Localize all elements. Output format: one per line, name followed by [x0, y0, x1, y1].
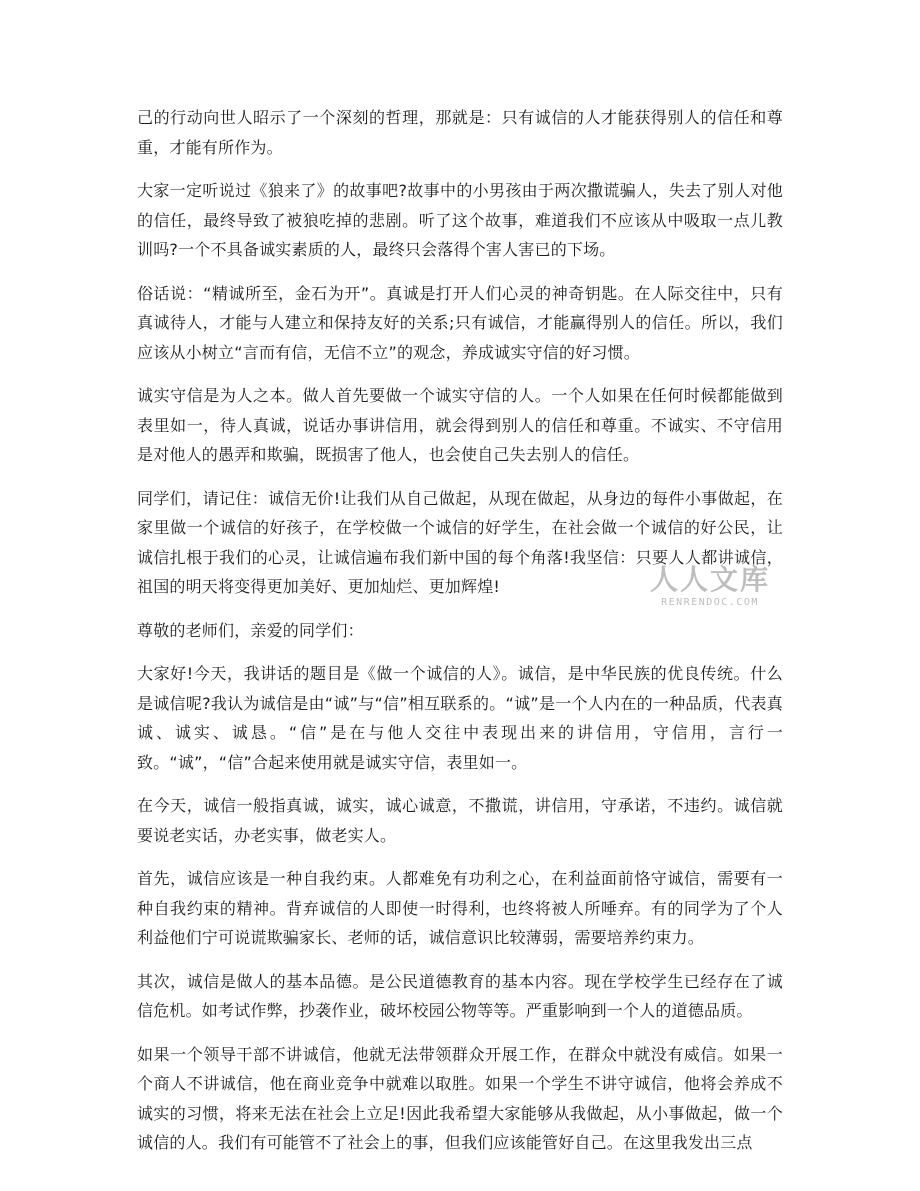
watermark-subtitle: RENRENDOC.COM	[661, 597, 759, 608]
paragraph-9: 首先，诚信应该是一种自我约束。人都难免有功利之心，在利益面前恪守诚信，需要有一种自我约束的精神。背弃诚信的人即使一时得利，也终将被人所唾弃。有的同学为了个人利益他们宁可说谎欺骗家长、老师的话，诚信意识比较薄弱，需要培养约束力。	[137, 869, 783, 947]
paragraph-2: 大家一定听说过《狼来了》的故事吧?故事中的小男孩由于两次撒谎骗人，失去了别人对他的信任，最终导致了被狼吃掉的悲剧。听了这个故事，难道我们不应该从中吸取一点儿教训吗?一个不具备诚实素质的人，最终只会落得个害人害已的下场。	[137, 181, 783, 259]
paragraph-8: 在今天，诚信一般指真诚，诚实，诚心诚意，不撒谎，讲信用，守承诺，不违约。诚信就要说老实话，办老实事，做老实人。	[137, 796, 783, 845]
paragraph-3: 俗话说：“精诚所至，金石为开”。真诚是打开人们心灵的神奇钥匙。在人际交往中，只有真诚待人，才能与人建立和保持友好的关系;只有诚信，才能赢得别人的信任。所以，我们应该从小树立“言而有信，无信不立”的观念，养成诚实守信的好习惯。	[137, 283, 783, 362]
paragraph-7: 大家好!今天，我讲话的题目是《做一个诚信的人》。诚信，是中华民族的优良传统。什么是诚信呢?我认为诚信是由“诚”与“信”相互联系的。“诚”是一个人内在的一种品质，代表真诚、诚实、诚恳。“信”是在与他人交往中表现出来的讲信用，守信用，言行一致。“诚”，“信”合起来使用就是诚实守信，表里如一。	[137, 664, 783, 772]
paragraph-1: 己的行动向世人昭示了一个深刻的哲理，那就是：只有诚信的人才能获得别人的信任和尊重，才能有所作为。	[137, 108, 783, 157]
paragraph-11: 如果一个领导干部不讲诚信，他就无法带领群众开展工作，在群众中就没有威信。如果一个商人不讲诚信，他在商业竞争中就难以取胜。如果一个学生不讲守诚信，他将会养成不诚实的习惯，将来无法在社会上立足!因此我希望大家能够从我做起，从小事做起，做一个诚信的人。我们有可能管不了社会上的事，但我们应该能管好自己。在这里我发出三点	[137, 1044, 783, 1152]
paragraph-5: 同学们，请记住：诚信无价!让我们从自己做起，从现在做起，从身边的每件小事做起，在家里做一个诚信的好孩子，在学校做一个诚信的好学生，在社会做一个诚信的好公民，让诚信扎根于我们的心灵，让诚信遍布我们新中国的每个角落!我坚信：只要人人都讲诚信，祖国的明天将变得更加美好、更加灿烂、更加辉煌!	[137, 488, 783, 596]
paragraph-10: 其次，诚信是做人的基本品德。是公民道德教育的基本内容。现在学校学生已经存在了诚信危机。如考试作弊，抄袭作业，破坏校园公物等等。严重影响到一个人的道德品质。	[137, 971, 783, 1020]
watermark-title: 人人文库	[649, 563, 770, 596]
paragraph-4: 诚实守信是为人之本。做人首先要做一个诚实守信的人。一个人如果在任何时候都能做到表里如一，待人真诚，说话办事讲信用，就会得到别人的信任和尊重。不诚实、不守信用是对他人的愚弄和欺骗，既损害了他人，也会使自己失去别人的信任。	[137, 386, 783, 464]
document-body	[137, 103, 783, 1172]
paragraph-6: 尊敬的老师们，亲爱的同学们：	[137, 620, 364, 640]
